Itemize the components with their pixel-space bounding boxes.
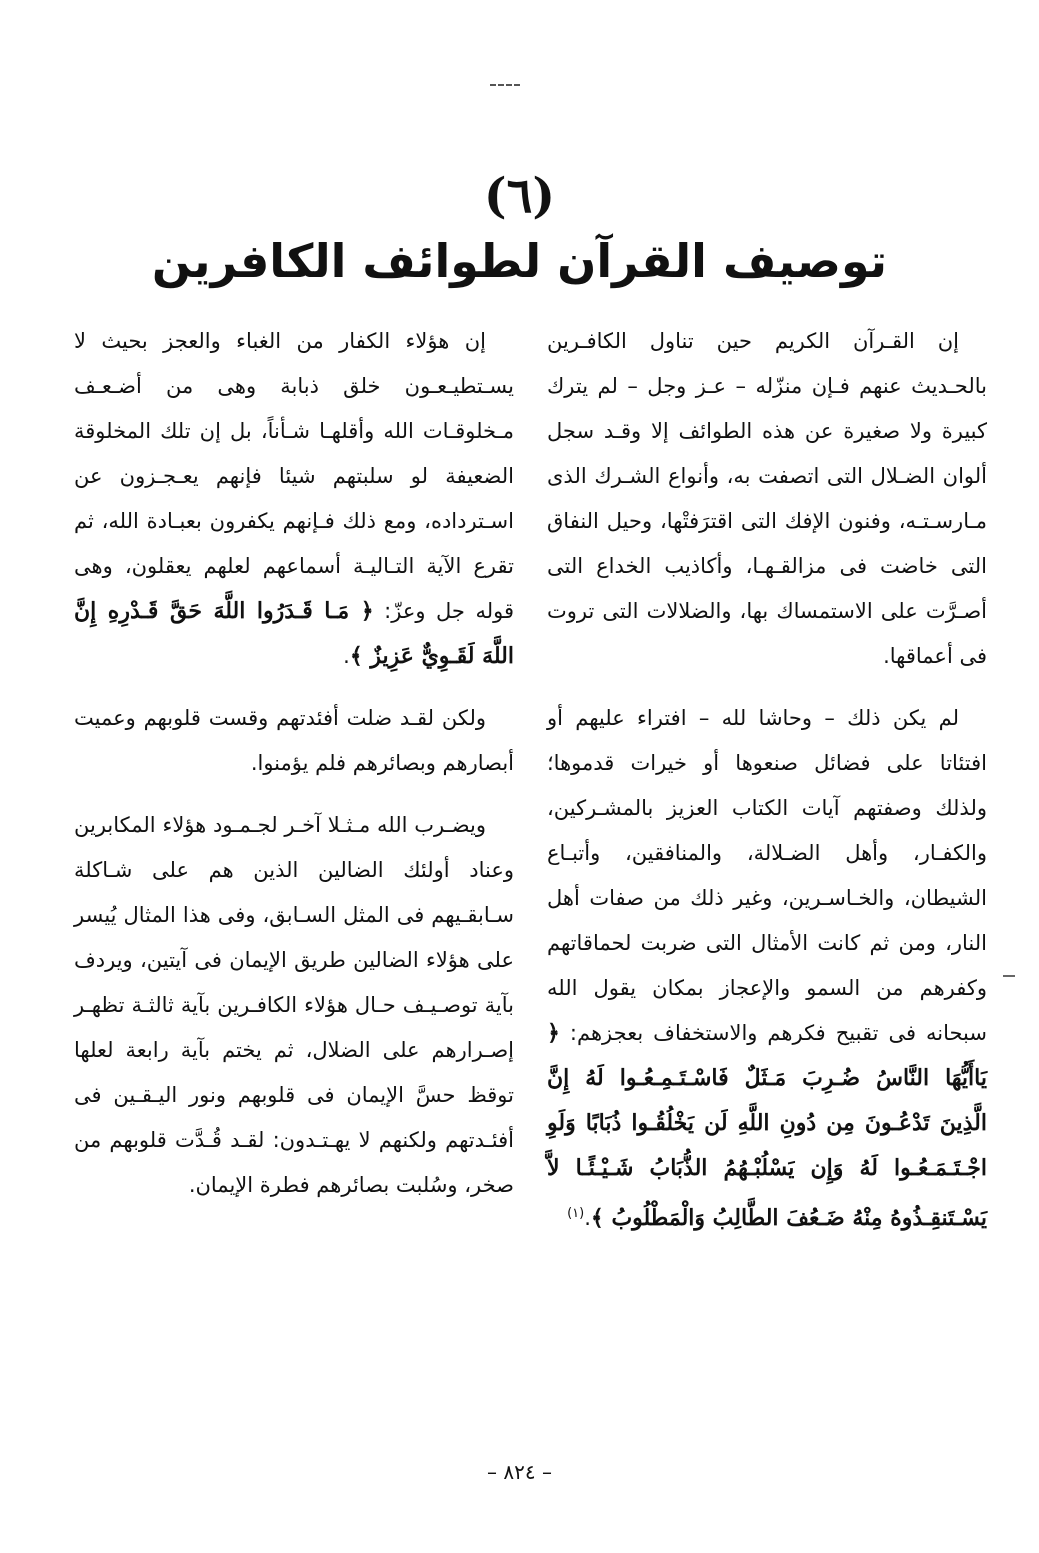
left-paragraph-2: ولكن لقـد ضلت أفئدتهم وقست قلوبهم وعميت أبصارهم وبصائرهم فلم يؤمنوا. bbox=[74, 706, 514, 775]
footnote-ref[interactable]: (١) bbox=[567, 1206, 585, 1221]
left-column bbox=[74, 319, 514, 1225]
left-paragraph-1 bbox=[74, 319, 514, 679]
quran-verse-might: ﴿ مَـا قَـدَرُوا اللَّهَ حَقَّ قَـدْرِهِ إِنَّ اللَّهَ لَقَـوِيٌّ عَزِيزٌ ﴾ bbox=[74, 598, 514, 669]
left-paragraph-3: ويضـرب الله مـثـلا آخـر لجـمـود هؤلاء المكابرين وعناد أولئك الضالين الذين هم على شـاكلة سـابقـيهم فى المثل السـابق، وفى هذا المثال يُيسر على هؤلاء الضالين طريق الإيمان فى آيتين، ويردف بآية توصـيـف حـال هؤلاء الكافـرين بآية ثالثـة تظهـر إصـرارهم على الضلال، ثم يختم بآية رابعة لعلها توقظ حسَّ الإيمان فى قلوبهم ونور اليـقـين فى أفئـدتهم ولكنهم لا يهـتـدون: لقـد قُـدَّت قلوبهم من صخر، وسُلبت بصائرهم فطرة الإيمان. bbox=[74, 813, 514, 1197]
right-paragraph-2-text: لم يكن ذلك – وحاشا لله – افتراء عليهم أو افتئاتا على فضائل صنعوها أو خيرات قدموها؛ ولذلك وصفتهم آيات الكتاب العزيز بالمشـركين، والكفـار، وأهل الضـلالة، والمنافقين، وأتبـاع الشيطان، والخـاسـرين، وغير ذلك من صفات أهل النار، ومن ثم كانت الأمثال التى ضربت لحماقاتهم وكفرهم من السمو والإعجاز بمكان يقول الله سبحانه فى تقبيح فكرهم والاستخفاف بعجزهم: bbox=[547, 706, 987, 1045]
chapter-title: توصيف القرآن لطوائف الكافرين bbox=[151, 234, 888, 288]
right-paragraph-2-end: . bbox=[584, 1206, 591, 1230]
left-paragraph-1-text: إن هؤلاء الكفار من الغباء والعجز بحيث لا يسـتطيـعـون خلق ذبابة وهى من أضـعـف مـخلوقـات الله وأقلهـا شـأناً، بل إن تلك المخلوقة الضعيفة لو سلبتهم شيئا فإنهم يعـجـزون عن اسـترداده، ومع ذلك فـإنهم يكفرون بعبـادة الله، ثم تقرع الآية التـاليـة أسماعهم لعلهم يعقلون، وهى قوله جل وعزّ: bbox=[74, 329, 514, 623]
right-paragraph-1: إن القـرآن الكريم حين تناول الكافـرين بالحـديث عنهم فـإن منزّله – عـز وجل – لم يترك كبيرة ولا صغيرة عن هذه الطوائف إلا وقـد سجل ألوان الضـلال التى اتصفت به، وأنواع الشـرك الذى مـارسـتـه، وفنون الإفك التى اقترَفتْها، وحيل النفاق التى خاضت فى مزالقـهـا، وأكاذيب الخداع التى أصـرَّت على الاستمساك بها، والضلالات التى تروت فى أعماقها. bbox=[547, 329, 987, 668]
margin-mark bbox=[1003, 975, 1015, 977]
right-column bbox=[547, 319, 987, 1258]
left-paragraph-1-end: . bbox=[343, 644, 350, 668]
page-number: – ٨٢٤ – bbox=[487, 1460, 552, 1484]
quran-verse-flies: ﴿ يَاأَيُّهَا النَّاسُ ضُـرِبَ مَـثَلٌ فَاسْـتَـمِـعُـوا لَهُ إِنَّ الَّذِينَ تَدْعُـونَ مِن دُونِ اللَّهِ لَن يَخْلُقُـوا ذُبَابًا وَلَوِ اجْـتَـمَـعُـوا لَهُ وَإِن يَسْلُبْـهُمُ الذُّبَابُ شَـيْـئًـا لاَّ يَسْـتَنقِـذُوهُ مِنْهُ ضَـعُفَ الطَّالِبُ وَالْمَطْلُوبُ ﴾ bbox=[547, 1020, 987, 1231]
chapter-number: (٦) bbox=[483, 168, 556, 224]
top-scan-mark bbox=[490, 84, 520, 89]
right-paragraph-2 bbox=[547, 696, 987, 1241]
